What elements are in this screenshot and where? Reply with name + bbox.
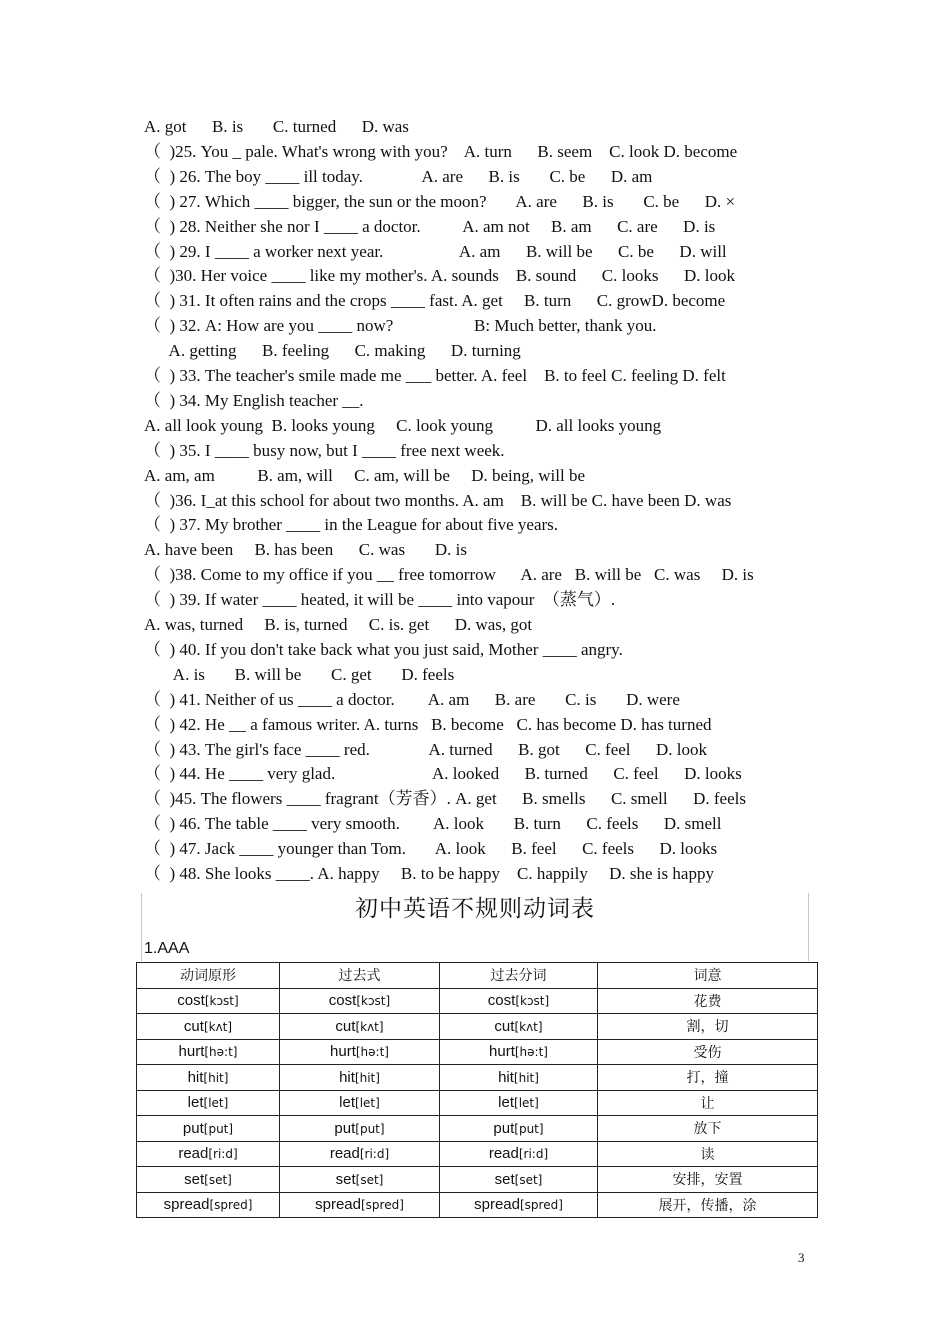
verb-word: set	[184, 1170, 205, 1188]
table-row	[137, 1167, 818, 1193]
past-participle-cell	[440, 1167, 598, 1193]
table-row	[137, 1141, 818, 1167]
verb-word: hurt	[489, 1043, 515, 1061]
exercise-line: （ )25. You _ pale. What's wrong with you? A. turn B. seem C. look D. become	[144, 141, 738, 161]
section-label: 1.AAA	[144, 940, 190, 957]
phonetic: [let]	[514, 1096, 539, 1111]
phonetic: [let]	[203, 1096, 229, 1111]
exercise-line: （ ) 28. Neither she nor I ____ a doctor. A. am not B. am C. are D. is	[144, 216, 716, 236]
phonetic: [hit]	[513, 1070, 539, 1085]
exercise-line: （ ) 44. He ____ very glad. A. looked B. turned C. feel D. looks	[144, 764, 742, 784]
exercise-line: （ )30. Her voice ____ like my mother's. A. sounds B. sound C. looks D. look	[144, 266, 735, 286]
exercise-line: （ ) 47. Jack ____ younger than Tom. A. look B. feel C. feels D. looks	[144, 839, 718, 859]
phonetic: [hə:t]	[355, 1045, 389, 1060]
verb-word: hurt	[330, 1043, 356, 1061]
exercise-line: A. is B. will be C. get D. feels	[144, 664, 455, 684]
exercise-line: （ ) 43. The girl's face ____ red. A. turned B. got C. feel D. look	[144, 739, 708, 759]
meaning-cell: 让	[598, 1090, 818, 1116]
meaning-cell: 安排，安置	[598, 1167, 818, 1193]
meaning-cell: 读	[598, 1141, 818, 1167]
table-row	[137, 1116, 818, 1142]
past-participle-cell	[440, 988, 598, 1014]
table-body	[137, 988, 818, 1218]
past-participle-cell	[440, 1116, 598, 1142]
table-header-row	[137, 963, 818, 989]
past-tense-cell	[280, 1065, 440, 1091]
past-participle-cell	[440, 1090, 598, 1116]
verb-word: put	[334, 1119, 356, 1137]
past-tense-cell	[280, 988, 440, 1014]
base-form-cell	[137, 1116, 280, 1142]
verb-word: set	[335, 1170, 356, 1188]
exercise-line: （ ) 48. She looks ____. A. happy B. to be happy C. happily D. she is happy	[144, 864, 714, 883]
verb-word: set	[494, 1170, 515, 1188]
document-title: 初中英语不规则动词表	[355, 896, 595, 922]
base-form-cell	[137, 1167, 280, 1193]
exercise-line: （ )38. Come to my office if you __ free tomorrow A. are B. will be C. was D. is	[144, 565, 754, 585]
phonetic: [ri:d]	[208, 1147, 238, 1162]
phonetic: [hə:t]	[204, 1045, 238, 1060]
exercise-line: （ ) 31. It often rains and the crops ____ fast. A. get B. turn C. growD. become	[144, 291, 726, 311]
exercise-line: （ )45. The flowers ____ fragrant（芳香）. A. get B. smells C. smell D. feels	[144, 789, 746, 809]
verb-word: let	[339, 1094, 356, 1112]
verb-word: let	[187, 1094, 204, 1112]
verb-word: read	[488, 1145, 519, 1163]
table-row	[137, 1090, 818, 1116]
phonetic: [set]	[514, 1172, 543, 1187]
header-past-tense: 过去式	[280, 963, 440, 989]
verb-word: spread	[474, 1196, 520, 1214]
base-form-cell	[137, 988, 280, 1014]
meaning-cell: 打，撞	[598, 1065, 818, 1091]
exercise-line: A. was, turned B. is, turned C. is. get D. was, got	[144, 615, 533, 634]
table-row	[137, 1065, 818, 1091]
exercise-line: （ ) 37. My brother ____ in the League for about five years.	[144, 515, 559, 535]
base-form-cell	[137, 1141, 280, 1167]
page-number: 3	[798, 1250, 805, 1265]
phonetic: [ri:d]	[518, 1147, 549, 1162]
verb-word: let	[498, 1094, 515, 1112]
phonetic: [kʌt]	[355, 1019, 384, 1034]
verb-word: cut	[183, 1017, 204, 1035]
exercise-line: A. getting B. feeling C. making D. turning	[144, 341, 521, 361]
phonetic: [hit]	[354, 1070, 380, 1085]
table-row	[137, 1192, 818, 1218]
verb-word: spread	[163, 1196, 210, 1214]
phonetic: [hit]	[203, 1070, 229, 1085]
phonetic: [spred]	[209, 1198, 253, 1213]
irregular-verb-table	[136, 962, 818, 1218]
phonetic: [let]	[355, 1096, 380, 1111]
past-tense-cell	[280, 1141, 440, 1167]
exercise-line: （ ) 42. He __ a famous writer. A. turns B. become C. has become D. has turned	[144, 714, 712, 734]
phonetic: [put]	[514, 1121, 544, 1136]
verb-word: cost	[487, 992, 516, 1010]
past-participle-cell	[440, 1192, 598, 1218]
verb-word: hurt	[178, 1043, 205, 1061]
past-tense-cell	[280, 1090, 440, 1116]
exercise-line: （ ) 33. The teacher's smile made me ___ better. A. feel B. to feel C. feeling D. felt	[144, 366, 726, 385]
exercise-line: （ ) 32. A: How are you ____ now? B: Much better, thank you.	[144, 316, 657, 336]
past-tense-cell	[280, 1014, 440, 1040]
exercise-line: （ ) 39. If water ____ heated, it will be ____ into vapour （蒸气）.	[144, 590, 616, 610]
past-participle-cell	[440, 1065, 598, 1091]
phonetic: [spred]	[360, 1198, 404, 1213]
exercise-line: A. am, am B. am, will C. am, will be D. being, will be	[144, 465, 586, 485]
exercise-line: （ ) 26. The boy ____ ill today. A. are B. is C. be D. am	[144, 166, 653, 186]
phonetic: [put]	[355, 1121, 385, 1136]
exercise-line: （ ) 29. I ____ a worker next year. A. am B. will be C. be D. will	[144, 241, 727, 261]
exercise-line: （ ) 27. Which ____ bigger, the sun or the moon? A. are B. is C. be D. ×	[144, 191, 736, 211]
phonetic: [kɔst]	[356, 994, 391, 1009]
verb-word: hit	[339, 1068, 355, 1086]
past-tense-cell	[280, 1116, 440, 1142]
past-tense-cell	[280, 1167, 440, 1193]
meaning-cell: 放下	[598, 1116, 818, 1142]
base-form-cell	[137, 1192, 280, 1218]
verb-word: hit	[498, 1068, 514, 1086]
past-participle-cell	[440, 1039, 598, 1065]
meaning-cell: 展开，传播，涂	[598, 1192, 818, 1218]
verb-word: hit	[187, 1068, 204, 1086]
meaning-cell: 割，切	[598, 1014, 818, 1040]
exercise-line: （ ) 46. The table ____ very smooth. A. look B. turn C. feels D. smell	[144, 814, 722, 834]
verb-word: put	[493, 1119, 515, 1137]
verb-word: cut	[335, 1017, 356, 1035]
exercise-line: A. got B. is C. turned D. was	[144, 117, 409, 136]
table-row	[137, 988, 818, 1014]
exercise-line: （ ) 34. My English teacher __.	[144, 390, 364, 410]
phonetic: [kʌt]	[514, 1019, 543, 1034]
exercise-line: A. have been B. has been C. was D. is	[144, 540, 467, 560]
meaning-cell: 花费	[598, 988, 818, 1014]
base-form-cell	[137, 1039, 280, 1065]
base-form-cell	[137, 1090, 280, 1116]
header-past-participle: 过去分词	[440, 963, 598, 989]
past-participle-cell	[440, 1014, 598, 1040]
meaning-cell: 受伤	[598, 1039, 818, 1065]
phonetic: [ri:d]	[359, 1147, 390, 1162]
base-form-cell	[137, 1014, 280, 1040]
verb-word: cost	[328, 992, 357, 1010]
phonetic: [kɔst]	[204, 994, 239, 1009]
phonetic: [set]	[204, 1172, 232, 1187]
phonetic: [put]	[203, 1121, 234, 1136]
past-tense-cell	[280, 1192, 440, 1218]
phonetic: [kʌt]	[203, 1019, 233, 1034]
table-row	[137, 1014, 818, 1040]
exercise-line: A. all look young B. looks young C. look young D. all looks young	[144, 415, 662, 435]
past-tense-cell	[280, 1039, 440, 1065]
header-base-form: 动词原形	[137, 963, 280, 989]
exercise-line: （ )36. I_at this school for about two months. A. am B. will be C. have been D. was	[144, 490, 732, 510]
exercise-line: （ ) 41. Neither of us ____ a doctor. A. am B. are C. is D. were	[144, 689, 680, 709]
past-participle-cell	[440, 1141, 598, 1167]
verb-word: read	[329, 1145, 360, 1163]
phonetic: [spred]	[519, 1198, 563, 1213]
exercise-line: （ ) 35. I ____ busy now, but I ____ free next week.	[144, 440, 505, 460]
verb-word: put	[182, 1119, 204, 1137]
header-meaning: 词意	[598, 963, 818, 989]
phonetic: [set]	[355, 1172, 384, 1187]
verb-word: read	[178, 1145, 209, 1163]
verb-word: cost	[177, 992, 205, 1010]
base-form-cell	[137, 1065, 280, 1091]
phonetic: [kɔst]	[515, 994, 550, 1009]
phonetic: [hə:t]	[514, 1045, 548, 1060]
exercise-line: （ ) 40. If you don't take back what you just said, Mother ____ angry.	[144, 639, 623, 659]
verb-word: spread	[315, 1196, 361, 1214]
table-row	[137, 1039, 818, 1065]
verb-word: cut	[494, 1017, 515, 1035]
